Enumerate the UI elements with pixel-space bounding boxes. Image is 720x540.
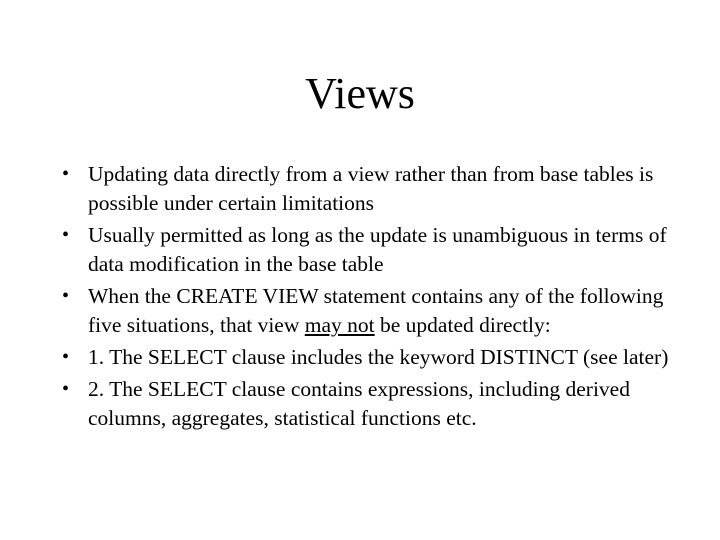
bullet-item bbox=[62, 343, 688, 372]
bullet-marker: • bbox=[62, 378, 70, 400]
bullet-text: Usually permitted as long as the update is unambiguous in terms of data modification in the base table bbox=[88, 223, 667, 276]
bullet-item bbox=[62, 221, 688, 279]
bullet-marker: • bbox=[62, 346, 70, 368]
bullet-item bbox=[62, 282, 688, 340]
bullet-marker: • bbox=[62, 224, 70, 246]
bullet-text: Updating data directly from a view rather than from base tables is possible under certain limitations bbox=[88, 162, 654, 215]
bullet-text: 1. The SELECT clause includes the keyword DISTINCT (see later) bbox=[88, 345, 669, 369]
bullet-text-after: be updated directly: bbox=[374, 313, 551, 337]
bullet-item bbox=[62, 375, 688, 433]
bullet-marker: • bbox=[62, 163, 70, 185]
bullet-item bbox=[62, 160, 688, 218]
slide-title: Views bbox=[305, 69, 415, 118]
bullet-list bbox=[62, 160, 688, 436]
bullet-text-before: When the CREATE VIEW statement contains any of the following five situations, that view bbox=[88, 284, 664, 337]
bullet-text bbox=[88, 284, 663, 337]
underlined-phrase: may not bbox=[304, 313, 375, 337]
bullet-marker: • bbox=[62, 285, 70, 307]
bullet-text: 2. The SELECT clause contains expressions, including derived columns, aggregates, statistical functions etc. bbox=[88, 377, 630, 430]
